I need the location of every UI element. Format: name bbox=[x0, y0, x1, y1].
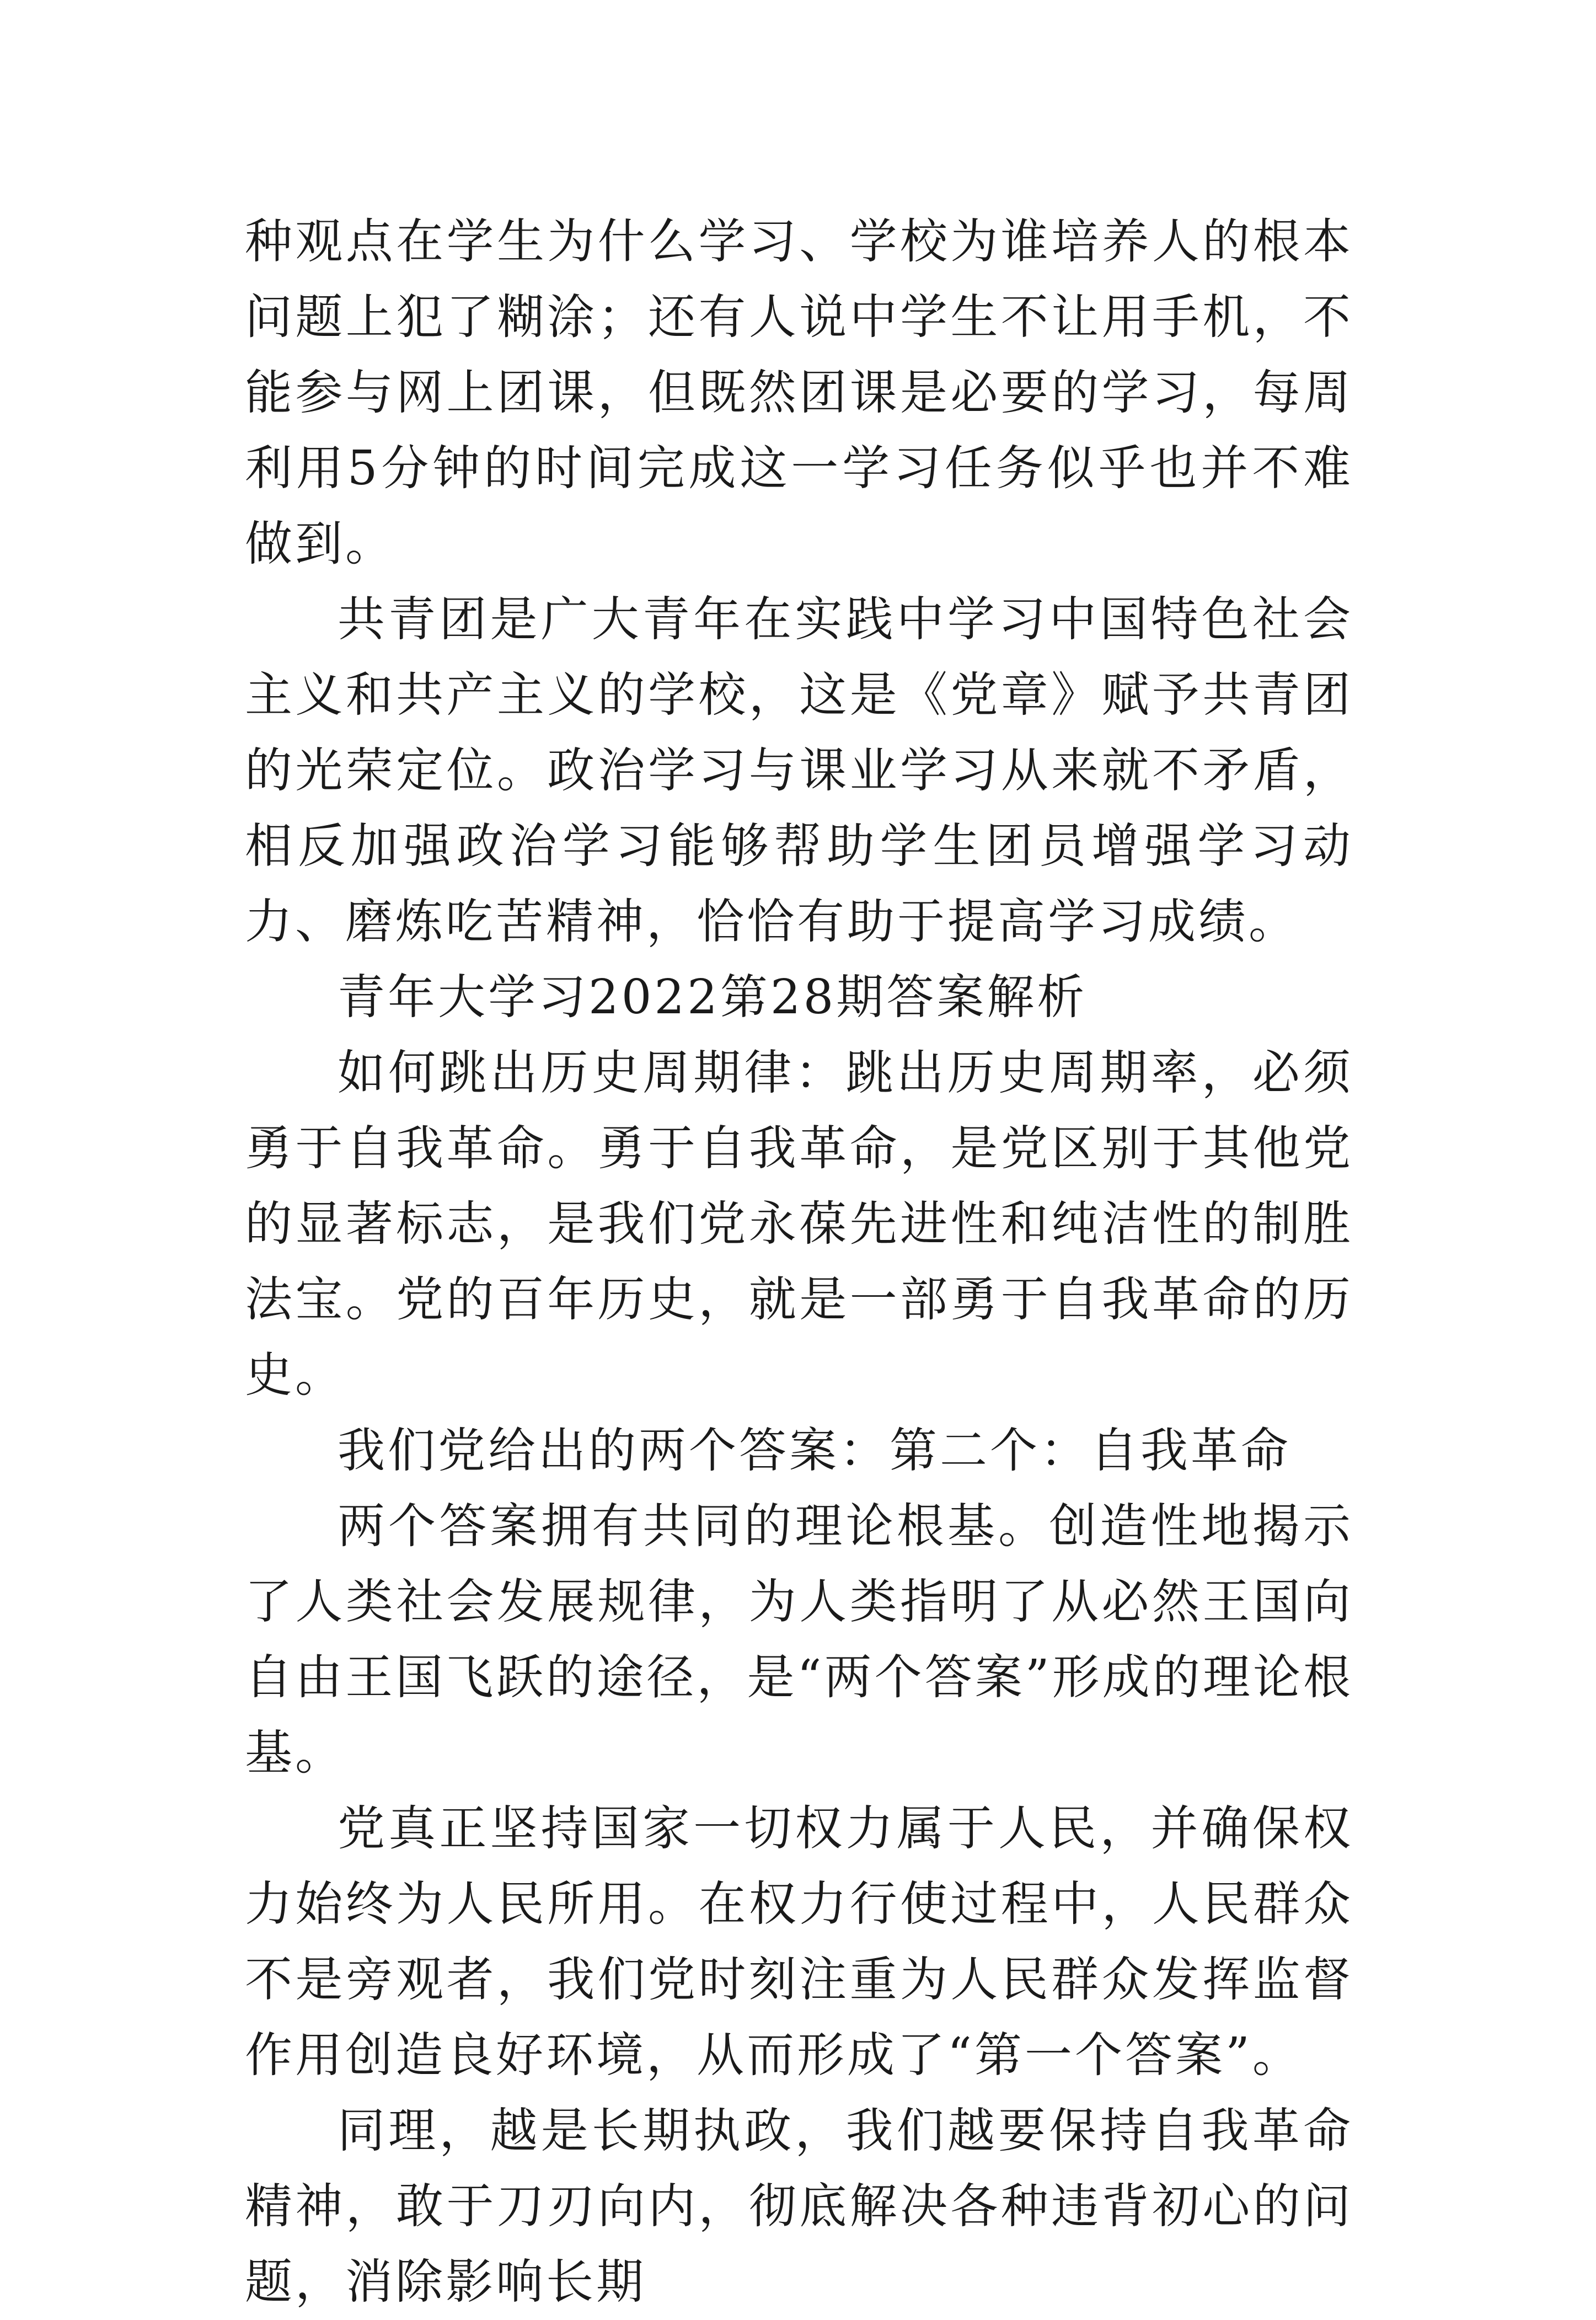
paragraph-3-heading: 青年大学习2022第28期答案解析 bbox=[338, 970, 1088, 1025]
body-text bbox=[245, 204, 1353, 2320]
paragraph-1: 种观点在学生为什么学习、学校为谁培养人的根本问题上犯了糊涂；还有人说中学生不让用手机，不能参与网上团课，但既然团课是必要的学习，每周利用5分钟的时间完成这一学习任务似乎也并不难做到。 bbox=[245, 214, 1353, 571]
paragraph-8: 同理，越是长期执政，我们越要保持自我革命精神，敢于刀刃向内，彻底解决各种违背初心的问题，消除影响长期 bbox=[245, 2103, 1353, 2310]
paragraph-5: 我们党给出的两个答案：第二个：自我革命 bbox=[338, 1423, 1291, 1478]
paragraph-7: 党真正坚持国家一切权力属于人民，并确保权力始终为人民所用。在权力行使过程中，人民群众不是旁观者，我们党时刻注重为人民群众发挥监督作用创造良好环境，从而形成了“第一个答案”。 bbox=[245, 1801, 1353, 2083]
paragraph-6: 两个答案拥有共同的理论根基。创造性地揭示了人类社会发展规律，为人类指明了从必然王国向自由王国飞跃的途径，是“两个答案”形成的理论根基。 bbox=[245, 1499, 1353, 1781]
paragraph-4: 如何跳出历史周期律：跳出历史周期率，必须勇于自我革命。勇于自我革命，是党区别于其他党的显著标志，是我们党永葆先进性和纯洁性的制胜法宝。党的百年历史，就是一部勇于自我革命的历史。 bbox=[245, 1045, 1353, 1403]
paragraph-2: 共青团是广大青年在实践中学习中国特色社会主义和共产主义的学校，这是《党章》赋予共青团的光荣定位。政治学习与课业学习从来就不矛盾，相反加强政治学习能够帮助学生团员增强学习动力、磨炼吃苦精神，恰恰有助于提高学习成绩。 bbox=[245, 592, 1353, 949]
